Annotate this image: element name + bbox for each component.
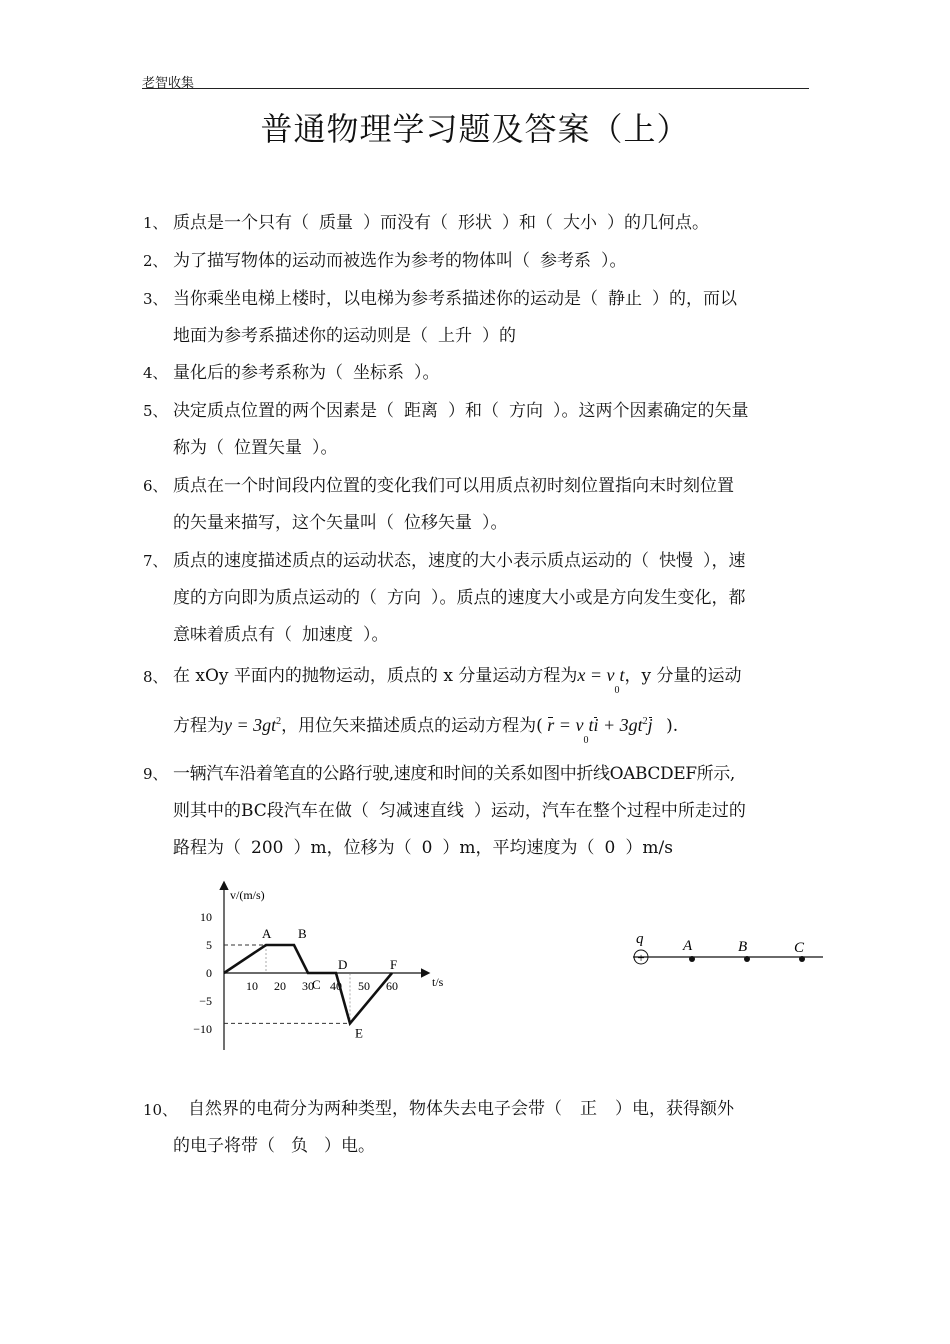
x-tick-label: 10 bbox=[246, 979, 258, 993]
charge-label: q bbox=[636, 931, 644, 947]
answer-10b: 负 bbox=[291, 1136, 308, 1156]
question-4: 量化后的参考系称为（ 坐标系 ）。 bbox=[173, 363, 440, 383]
answer-9a: 匀减速直线 bbox=[378, 801, 464, 821]
point-a-dot bbox=[689, 956, 695, 962]
point-label-f: F bbox=[390, 957, 398, 972]
point-c-label: C bbox=[794, 940, 805, 956]
answer-5b: 方向 bbox=[509, 401, 543, 421]
question-10-line-2: 的电子将带（ 负 ）电。 bbox=[173, 1136, 375, 1156]
answer-1b: 形状 bbox=[458, 213, 492, 233]
charge-figure bbox=[625, 925, 830, 985]
y-tick-label: 5 bbox=[206, 938, 212, 952]
point-a-label: A bbox=[683, 938, 693, 954]
point-label-d: D bbox=[338, 957, 348, 972]
answer-1c: 大小 bbox=[563, 213, 597, 233]
answer-5a: 距离 bbox=[404, 401, 438, 421]
x-tick-label: 60 bbox=[386, 979, 398, 993]
question-3-line-1: 当你乘坐电梯上楼时，以电梯为参考系描述你的运动是（ 静止 ）的，而以 bbox=[173, 289, 737, 309]
x-tick-label: 50 bbox=[358, 979, 370, 993]
x-equation: $x = v_0t$ bbox=[577, 665, 625, 696]
q10-number: 10、 bbox=[143, 1101, 178, 1119]
x-tick-label: 20 bbox=[274, 979, 286, 993]
answer-9b: 200 bbox=[251, 838, 284, 858]
answer-7b: 方向 bbox=[387, 588, 421, 608]
question-6-line-1: 质点在一个时间段内位置的变化我们可以用质点初时刻位置指向末时刻位置 bbox=[173, 476, 734, 496]
point-label-c: C bbox=[312, 977, 321, 992]
point-label-e: E bbox=[355, 1025, 363, 1041]
question-5-line-1: 决定质点位置的两个因素是（ 距离 ）和（ 方向 ）。这两个因素确定的矢量 bbox=[173, 401, 749, 421]
question-2: 为了描写物体的运动而被选作为参考的物体叫（ 参考系 ）。 bbox=[173, 251, 627, 271]
point-label-b: B bbox=[298, 926, 307, 941]
point-c-dot bbox=[799, 956, 805, 962]
y-equation: $y = 3gt^2$ bbox=[224, 715, 282, 735]
q6-number: 6、 bbox=[143, 477, 168, 495]
q1-number: 1、 bbox=[143, 214, 168, 232]
x-axis-label: t/s bbox=[432, 975, 444, 989]
question-9-line-2: 则其中的BC段汽车在做（ 匀减速直线 ）运动，汽车在整个过程中所走过的 bbox=[173, 801, 746, 821]
question-7-line-1: 质点的速度描述质点的运动状态，速度的大小表示质点运动的（ 快慢 ），速 bbox=[173, 551, 746, 571]
q3-number: 3、 bbox=[143, 290, 168, 308]
question-6-line-2: 的矢量来描写，这个矢量叫（ 位移矢量 ）。 bbox=[173, 513, 508, 533]
answer-9c: 0 bbox=[421, 838, 433, 858]
answer-10a: 正 bbox=[580, 1099, 597, 1119]
question-9-line-3: 路程为（ 200 ）m，位移为（ 0 ）m，平均速度为（ 0 ）m/s bbox=[173, 838, 673, 858]
answer-7c: 加速度 bbox=[302, 625, 353, 645]
point-label-a: A bbox=[262, 926, 272, 941]
answer-9d: 0 bbox=[604, 838, 616, 858]
answer-4a: 坐标系 bbox=[353, 363, 404, 383]
q8-number: 8、 bbox=[143, 668, 168, 686]
answer-6a: 位移矢量 bbox=[404, 513, 472, 533]
x-tick-label: 40 bbox=[330, 979, 342, 993]
q4-number: 4、 bbox=[143, 364, 168, 382]
velocity-time-chart bbox=[180, 875, 470, 1060]
answer-1a: 质量 bbox=[319, 213, 353, 233]
answer-7a: 快慢 bbox=[659, 551, 693, 571]
question-7-line-3: 意味着质点有（ 加速度 ）。 bbox=[173, 625, 389, 645]
answer-5c: 位置矢量 bbox=[234, 438, 302, 458]
question-10-line-1: 自然界的电荷分为两种类型，物体失去电子会带（ 正 ）电，获得额外 bbox=[188, 1099, 734, 1119]
point-b-label: B bbox=[738, 939, 748, 955]
q2-number: 2、 bbox=[143, 252, 168, 270]
y-tick-label: −10 bbox=[193, 1022, 212, 1036]
question-3-line-2: 地面为参考系描述你的运动则是（ 上升 ）的 bbox=[173, 326, 516, 346]
page-title: 普通物理学习题及答案（上） bbox=[260, 110, 690, 148]
charge-sign: + bbox=[637, 950, 645, 965]
answer-2a: 参考系 bbox=[540, 251, 591, 271]
position-vector-equation: $r = v_0ti + 3gt^2j$ bbox=[547, 715, 653, 746]
q9-number: 9、 bbox=[143, 765, 168, 783]
point-b-dot bbox=[744, 956, 750, 962]
question-7-line-2: 度的方向即为质点运动的（ 方向 ）。质点的速度大小或是方向发生变化，都 bbox=[173, 588, 746, 608]
header-label: 老智收集 bbox=[142, 76, 195, 91]
y-axis-label: v/(m/s) bbox=[230, 888, 265, 902]
q7-number: 7、 bbox=[143, 552, 168, 570]
answer-3b: 上升 bbox=[438, 326, 472, 346]
x-tick-label: 30 bbox=[302, 979, 314, 993]
question-8-line-1: 在 xOy 平面内的抛物运动，质点的 x 分量运动方程为$x = v_0t$，y 分量的运动 bbox=[173, 665, 742, 696]
question-1: 质点是一个只有（ 质量 ）而没有（ 形状 ）和（ 大小 ）的几何点。 bbox=[173, 213, 709, 233]
question-8-line-2: 方程为$y = 3gt^2$，用位矢来描述质点的运动方程为( $r = v_0ti + 3gt^2j$ ). bbox=[173, 715, 679, 746]
y-tick-label: 0 bbox=[206, 966, 212, 980]
header-rule bbox=[142, 88, 809, 89]
y-tick-label: −5 bbox=[199, 994, 212, 1008]
q5-number: 5、 bbox=[143, 402, 168, 420]
y-tick-label: 10 bbox=[200, 910, 212, 924]
question-9-line-1: 一辆汽车沿着笔直的公路行驶,速度和时间的关系如图中折线OABCDEF所示, bbox=[173, 764, 735, 784]
answer-3a: 静止 bbox=[608, 289, 642, 309]
question-5-line-2: 称为（ 位置矢量 ）。 bbox=[173, 438, 338, 458]
